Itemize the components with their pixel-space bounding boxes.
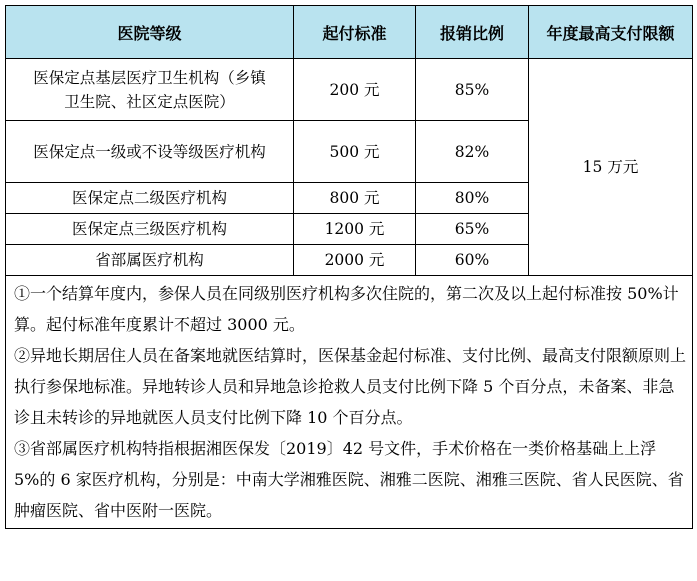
ratio-cell: 60% xyxy=(416,245,529,276)
reimbursement-table xyxy=(5,5,693,529)
hospital-level-cell xyxy=(6,121,294,183)
notes-row xyxy=(6,276,693,529)
threshold-cell: 800 元 xyxy=(294,183,416,214)
threshold-cell: 1200 元 xyxy=(294,214,416,245)
header-row xyxy=(6,6,693,59)
ratio-cell: 80% xyxy=(416,183,529,214)
note-2: ②异地长期居住人员在备案地就医结算时，医保基金起付标准、支付比例、最高支付限额原则上执行参保地标准。异地转诊人员和异地急诊抢救人员支付比例下降 5 个百分点，未备案、非急诊且未转诊的异地就医人员支付比例下降 10 个百分点。 xyxy=(14,346,687,427)
notes-cell xyxy=(6,276,693,529)
reimbursement-table-container xyxy=(5,5,692,575)
header-max-limit: 年度最高支付限额 xyxy=(529,6,693,59)
hospital-level-cell xyxy=(6,59,294,121)
hospital-level-cell: 医保定点三级医疗机构 xyxy=(6,214,294,245)
hospital-level-text: 医保定点基层医疗卫生机构（乡镇卫生院、社区定点医院） xyxy=(33,68,266,111)
header-threshold: 起付标准 xyxy=(294,6,416,59)
ratio-cell: 65% xyxy=(416,214,529,245)
ratio-cell: 82% xyxy=(416,121,529,183)
header-ratio: 报销比例 xyxy=(416,6,529,59)
threshold-cell: 2000 元 xyxy=(294,245,416,276)
ratio-cell: 85% xyxy=(416,59,529,121)
threshold-cell: 200 元 xyxy=(294,59,416,121)
note-1: ①一个结算年度内，参保人员在同级别医疗机构多次住院的，第二次及以上起付标准按 50%计算。起付标准年度累计不超过 3000 元。 xyxy=(14,284,679,334)
max-limit-cell: 15 万元 xyxy=(529,59,693,276)
hospital-level-text: 医保定点一级或不设等级医疗机构 xyxy=(33,142,266,161)
threshold-cell: 500 元 xyxy=(294,121,416,183)
note-3: ③省部属医疗机构特指根据湘医保发〔2019〕42 号文件，手术价格在一类价格基础上上浮 5%的 6 家医疗机构，分别是：中南大学湘雅医院、湘雅二医院、湘雅三医院、省人民医院、省肿瘤医院、省中医附一医院。 xyxy=(14,439,684,520)
table-row xyxy=(6,59,693,121)
hospital-level-cell: 医保定点二级医疗机构 xyxy=(6,183,294,214)
hospital-level-cell: 省部属医疗机构 xyxy=(6,245,294,276)
header-hospital-level: 医院等级 xyxy=(6,6,294,59)
